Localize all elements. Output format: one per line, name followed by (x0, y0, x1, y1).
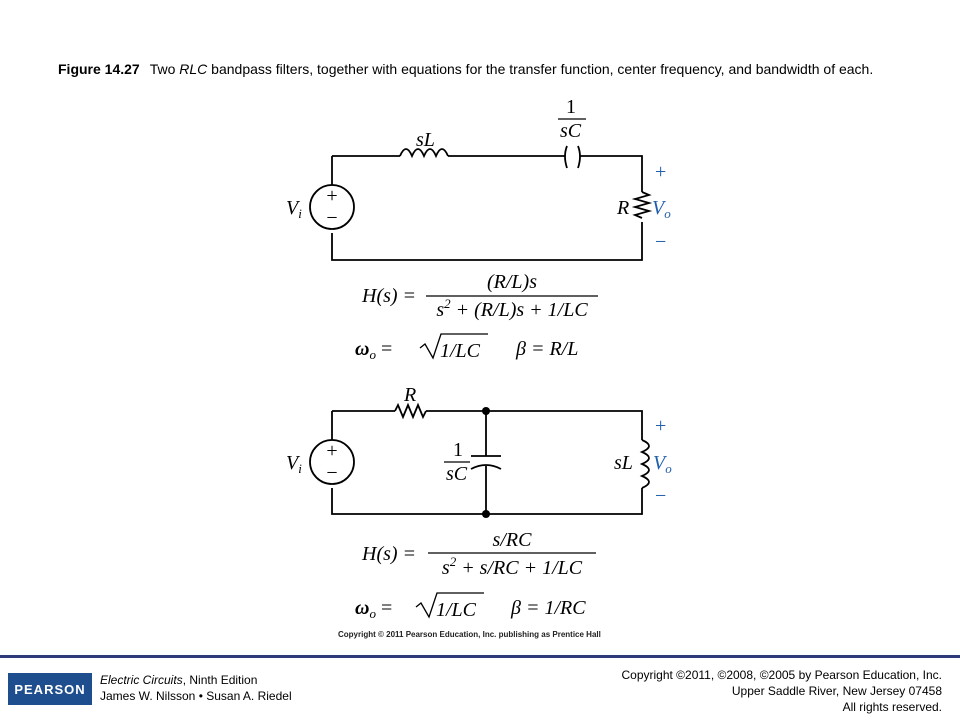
c1-hs-lhs: H(s) = (362, 285, 417, 307)
c1-plus: + (655, 161, 667, 183)
c2-right-wire (332, 488, 642, 514)
c2-hs-lhs: H(s) = (362, 543, 417, 565)
c2-wo-radicand: 1/LC (436, 599, 477, 621)
c2-top-right-wire (426, 411, 642, 440)
c2-minus: − (655, 485, 667, 507)
c1-wo: $\omega_o$ = (355, 338, 393, 362)
caption-text-a: Two (149, 61, 180, 77)
c1-right-wire (332, 222, 642, 260)
rights-block (621, 667, 942, 715)
c1-beta: β = R/L (516, 338, 579, 360)
c2-plus: + (655, 415, 667, 437)
c2-resistor-label: R (404, 384, 417, 406)
c1-resistor (635, 192, 649, 218)
rights-line-2: Upper Saddle River, New Jersey 07458 (731, 684, 942, 698)
book-title-line (100, 672, 292, 688)
c2-node-bottom (482, 510, 490, 518)
c2-vi-label: $V_i$ (286, 452, 302, 476)
c1-capacitor (565, 146, 580, 168)
figure-number: Figure 14.27 (58, 61, 140, 77)
rights-line-1: Copyright ©2011, ©2008, ©2005 by Pearson Education, Inc. (621, 668, 942, 682)
c1-vo-label: $V_o$ (652, 197, 671, 221)
c2-resistor (395, 405, 426, 417)
c1-wo-radicand: 1/LC (440, 340, 481, 362)
c1-minus: − (655, 231, 667, 253)
rights-line-3: All rights reserved. (842, 700, 942, 714)
c2-inductor (642, 440, 649, 488)
caption-text-b: bandpass filters, together with equations for the transfer function, center frequency, and bandwidth of each. (207, 61, 874, 77)
c2-vo-label: $V_o$ (653, 452, 672, 476)
footer-divider (0, 655, 960, 658)
c1-vi-label: $V_i$ (286, 197, 302, 221)
c2-hs-den: $s^2 + s/RC + 1/LC$ (441, 554, 583, 579)
c2-node-top (482, 407, 490, 415)
c1-cap-den: sC (560, 120, 582, 142)
c2-beta: β = 1/RC (511, 597, 586, 619)
c2-hs-num: s/RC (492, 529, 532, 551)
c1-top-right-wire (580, 156, 642, 192)
pearson-logo: PEARSON (8, 673, 92, 705)
c1-hs-num: (R/L)s (487, 271, 537, 293)
c1-resistor-label: R (617, 197, 630, 219)
c1-cap-num: 1 (566, 96, 576, 118)
c1-source-plus: + (326, 185, 338, 207)
book-title: Electric Circuits (100, 673, 183, 687)
c1-source-minus: − (326, 207, 338, 229)
c2-cap-den: sC (446, 463, 468, 485)
c1-hs-den: $s^2 + (R/L)s + 1/LC$ (436, 296, 588, 321)
c2-wo: $\omega_o$ = (355, 597, 393, 621)
c2-source-plus: + (326, 440, 338, 462)
c2-source-minus: − (326, 462, 338, 484)
book-authors: James W. Nilsson • Susan A. Riedel (100, 689, 292, 703)
figure-copyright: Copyright © 2011 Pearson Education, Inc. publishing as Prentice Hall (338, 630, 601, 639)
c2-inductor-label: sL (614, 452, 633, 474)
c2-cap-num: 1 (453, 439, 463, 461)
book-edition: , Ninth Edition (182, 673, 258, 687)
caption-text-italic: RLC (179, 61, 208, 77)
c1-inductor-label: sL (416, 129, 435, 151)
book-info (100, 672, 292, 704)
